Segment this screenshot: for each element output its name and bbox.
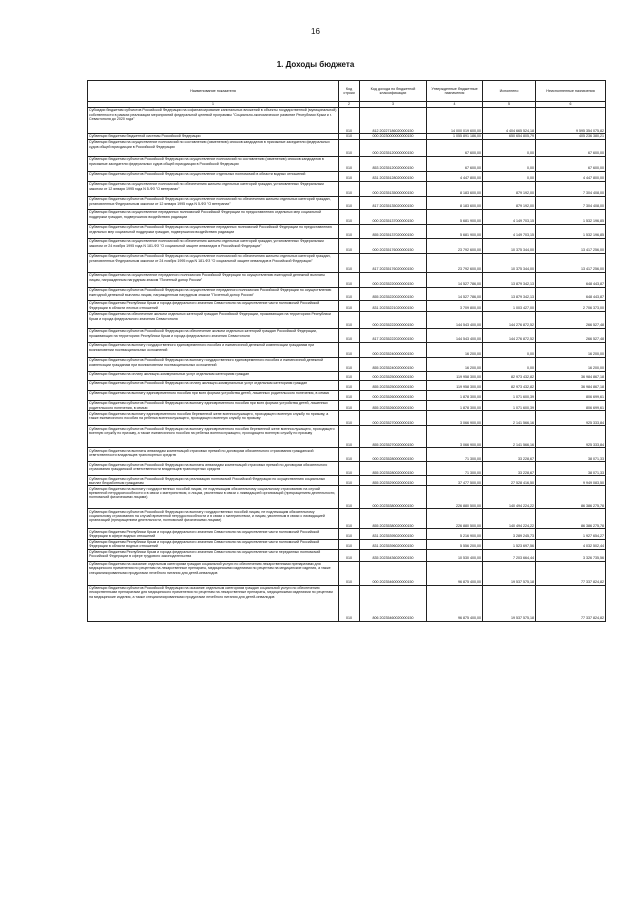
row-code: 010 — [339, 210, 360, 225]
row-name: Субвенции бюджетам субъектов Российской Федерации на осуществление отдельных полномочий в области водных отношений — [88, 172, 339, 182]
row-code: 010 — [339, 172, 360, 182]
table-row — [88, 358, 606, 372]
row-unexecuted: 38 071,33 — [536, 462, 606, 476]
row-name: Субвенции бюджетам на осуществление переданных полномочий Российской Федерации по предоставлению отдельных мер социальной поддержки граждан, подвергшихся воздействию радиации — [88, 210, 339, 225]
row-executed: 1 523 697,56 — [483, 539, 536, 549]
table-row — [88, 372, 606, 381]
row-approved: 67 600,00 — [427, 157, 483, 172]
row-code: 010 — [339, 288, 360, 301]
row-executed: 7 203 664,44 — [483, 549, 536, 561]
row-unexecuted: 925 333,84 — [536, 411, 606, 426]
header-code: Код строки — [339, 81, 360, 102]
row-unexecuted: 266 527,48 — [536, 312, 606, 329]
row-executed: 3 289 245,73 — [483, 529, 536, 539]
table-row — [88, 448, 606, 462]
table-row — [88, 273, 606, 288]
row-approved: 226 880 500,00 — [427, 486, 483, 509]
row-executed: 144 276 872,52 — [483, 312, 536, 329]
table-row — [88, 288, 606, 301]
row-approved: 16 200,00 — [427, 343, 483, 358]
row-kbk: 806 20235460020000150 — [360, 585, 427, 621]
row-code: 010 — [339, 426, 360, 448]
table-row — [88, 197, 606, 210]
row-name: Субвенции бюджетам субъектов Российской Федерации на осуществление полномочий по составлению (изменению) списков кандидатов в присяжные заседатели федеральных судов общей юрисдикции в Российской Федерации — [88, 157, 339, 172]
row-unexecuted: 36 984 867,18 — [536, 381, 606, 391]
row-kbk: 817 20235176020000150 — [360, 254, 427, 273]
row-kbk: 831 20235396020000150 — [360, 539, 427, 549]
row-executed: 650 654 805,79 — [483, 134, 536, 140]
header-executed: Исполнено — [483, 81, 536, 102]
column-number-row — [88, 101, 606, 108]
row-code: 010 — [339, 140, 360, 157]
row-kbk: 000 20235380000000150 — [360, 486, 427, 509]
row-unexecuted: 7 304 408,00 — [536, 182, 606, 197]
row-kbk: 831 20235221020000150 — [360, 301, 427, 312]
row-code: 010 — [339, 448, 360, 462]
row-approved: 67 600,00 — [427, 140, 483, 157]
row-unexecuted: 77 337 824,82 — [536, 585, 606, 621]
row-unexecuted: 4 447 800,00 — [536, 172, 606, 182]
column-number: 5 — [483, 101, 536, 108]
row-approved: 96 875 400,00 — [427, 585, 483, 621]
row-unexecuted: 806 699,61 — [536, 391, 606, 401]
row-kbk: 855 20235280020000150 — [360, 462, 427, 476]
row-approved: 119 958 300,00 — [427, 372, 483, 381]
row-name: Субвенции бюджетам Республики Крым и города федерального значения Севастополя на осуществление части полномочий Российской Федерации в области лесных отношений — [88, 301, 339, 312]
row-executed: 82 973 432,82 — [483, 381, 536, 391]
row-approved: 71 300,00 — [427, 462, 483, 476]
row-name: Субвенции бюджетам субъектов Российской Федерации на осуществление переданного полномочия Российской Федерации по осуществлению ежегодной денежной выплаты лицам, награжденным нагрудным знаком "Почетный донор России" — [88, 288, 339, 301]
column-number: 4 — [427, 101, 483, 108]
row-executed: 140 494 224,22 — [483, 509, 536, 529]
row-kbk: 855 20235137020000150 — [360, 225, 427, 239]
table-row — [88, 401, 606, 411]
row-executed: 140 494 224,22 — [483, 486, 536, 509]
row-executed: 1 071 600,39 — [483, 391, 536, 401]
row-name: Субвенции бюджетам на выплату единовременного пособия при всех формах устройства детей, лишенных родительского попечения, в семью — [88, 391, 339, 401]
row-unexecuted: 7 304 408,00 — [536, 197, 606, 210]
row-name: Субвенции бюджетам субъектов Российской Федерации на выплату государственного единовременного пособия и ежемесячной денежной компенсации гражданам при возникновении поствакцинальных осложнений — [88, 358, 339, 372]
row-unexecuted: 67 600,00 — [536, 157, 606, 172]
row-unexecuted: 67 600,00 — [536, 140, 606, 157]
row-kbk: 855 20235260020000150 — [360, 401, 427, 411]
row-unexecuted: 648 443,87 — [536, 273, 606, 288]
header-kbk: Код дохода по бюджетной классификации — [360, 81, 427, 102]
row-kbk: 812 20227186020000150 — [360, 108, 427, 134]
row-executed: 13 879 342,13 — [483, 288, 536, 301]
row-unexecuted: 405 236 380,21 — [536, 134, 606, 140]
row-unexecuted: 38 071,33 — [536, 448, 606, 462]
row-name: Субвенции бюджетам Республики Крым и города федерального значения Севастополя на осуществление части переданных полномочий Российской Федерации в сфере трудового законодательства — [88, 549, 339, 561]
row-kbk: 000 20235222000000150 — [360, 312, 427, 329]
row-unexecuted: 266 527,48 — [536, 329, 606, 343]
row-approved: 3 066 900,00 — [427, 411, 483, 426]
table-row — [88, 312, 606, 329]
table-row — [88, 329, 606, 343]
row-unexecuted: 36 984 867,18 — [536, 372, 606, 381]
row-code: 010 — [339, 381, 360, 391]
table-row — [88, 539, 606, 549]
row-unexecuted: 806 699,61 — [536, 401, 606, 411]
row-kbk: 000 20235137000000150 — [360, 210, 427, 225]
row-name: Субвенции бюджетам бюджетной системы Российской Федерации — [88, 134, 339, 140]
row-executed: 4 149 703,15 — [483, 210, 536, 225]
row-kbk: 000 20235260000000150 — [360, 391, 427, 401]
row-code: 010 — [339, 273, 360, 288]
table-row — [88, 343, 606, 358]
row-kbk: 000 20235120000000150 — [360, 140, 427, 157]
row-unexecuted: 1 532 196,85 — [536, 210, 606, 225]
row-executed: 0,00 — [483, 358, 536, 372]
table-row — [88, 509, 606, 529]
row-executed: 19 537 575,18 — [483, 585, 536, 621]
table-row — [88, 426, 606, 448]
row-name: Субвенции бюджетам на обеспечение жильем отдельных категорий граждан Российской Федерации, проживающих на территориях Республики Крым и города федерального значения Севастополя — [88, 312, 339, 329]
row-name: Субвенции бюджетам на выплату государственного единовременного пособия и ежемесячной денежной компенсации гражданам при возникновении поствакцинальных осложнений — [88, 343, 339, 358]
row-code: 010 — [339, 539, 360, 549]
table-body — [88, 108, 606, 622]
row-kbk: 000 20235460000000150 — [360, 561, 427, 585]
table-row — [88, 549, 606, 561]
row-name: Субвенции бюджетам субъектов Российской Федерации на оказание отдельным категориям граждан социальной услуги по обеспечению лекарственными препаратами для медицинского применения по рецептам на лекарственные препараты, медицинскими изделиями по рецептам на медицинские изделия, а также специализированными продуктами лечебного питания для детей-инвалидов — [88, 585, 339, 621]
row-executed: 879 192,00 — [483, 197, 536, 210]
row-kbk: 855 20235270020000150 — [360, 426, 427, 448]
row-name: Субвенции бюджетам субъектов Российской Федерации на выплату единовременного пособия беременной жене военнослужащего, проходящего военную службу по призыву, а также ежемесячного пособия на ребенка военнослужащего, проходящего военную службу по призыву — [88, 426, 339, 448]
row-executed: 82 973 432,82 — [483, 372, 536, 381]
table-row — [88, 476, 606, 486]
row-kbk: 855 20235250020000150 — [360, 381, 427, 391]
table-row — [88, 381, 606, 391]
column-number: 6 — [536, 101, 606, 108]
row-kbk: 000 20235220000000150 — [360, 273, 427, 288]
row-kbk: 000 20235240000000150 — [360, 343, 427, 358]
row-kbk: 855 20235220020000150 — [360, 288, 427, 301]
table-row — [88, 411, 606, 426]
row-approved: 5 556 200,00 — [427, 539, 483, 549]
row-unexecuted: 925 333,84 — [536, 426, 606, 448]
row-approved: 37 477 500,00 — [427, 476, 483, 486]
header-unexecuted: Неисполненные назначения — [536, 81, 606, 102]
row-name: Субвенции бюджетам субъектов Российской Федерации на выплату государственных пособий лицам, не подлежащим обязательному социальному страхованию на случай временной нетрудоспособности и в связи с материнством, и лицам, уволенным в связи с ликвидацией организаций (прекращением деятельности, полномочий физическими лицами) — [88, 509, 339, 529]
row-approved: 4 447 800,00 — [427, 172, 483, 182]
row-kbk: 835 20235436020000150 — [360, 549, 427, 561]
row-unexecuted: 3 326 735,56 — [536, 549, 606, 561]
row-code: 010 — [339, 157, 360, 172]
row-executed: 13 879 342,13 — [483, 273, 536, 288]
row-unexecuted: 1 927 654,27 — [536, 529, 606, 539]
table-row — [88, 182, 606, 197]
table-row — [88, 529, 606, 539]
row-unexecuted: 13 417 256,00 — [536, 239, 606, 254]
page-title: 1. Доходы бюджета — [276, 60, 355, 69]
table-row — [88, 210, 606, 225]
row-name: Субвенции бюджетам на оплату жилищно-коммунальных услуг отдельным категориям граждан — [88, 372, 339, 381]
row-approved: 16 200,00 — [427, 358, 483, 372]
row-kbk: 855 20235240020000150 — [360, 358, 427, 372]
row-unexecuted: 16 200,00 — [536, 358, 606, 372]
row-code: 010 — [339, 312, 360, 329]
row-name: Субвенции бюджетам субъектов Российской Федерации на выплаты инвалидам компенсаций страховых премий по договорам обязательного страхования гражданской ответственности владельцев транспортных средств — [88, 462, 339, 476]
row-kbk: 000 20235270000000150 — [360, 411, 427, 426]
row-approved: 144 543 400,00 — [427, 312, 483, 329]
row-approved: 1 878 300,00 — [427, 391, 483, 401]
row-code: 010 — [339, 561, 360, 585]
row-name: Субвенции бюджетам субъектов Российской Федерации на осуществление полномочий по обеспечению жильем отдельных категорий граждан, установленных Федеральным законом от 24 ноября 1995 года N 181-ФЗ "О социальной защите инвалидов в Российской Федерации" — [88, 254, 339, 273]
row-name: Субвенции бюджетам на выплату государственных пособий лицам, не подлежащим обязательному социальному страхованию на случай временной нетрудоспособности и в связи с материнством, и лицам, уволенным в связи с ликвидацией организаций (прекращением деятельности, полномочий физическими лицами) — [88, 486, 339, 509]
row-executed: 879 192,00 — [483, 182, 536, 197]
row-executed: 0,00 — [483, 157, 536, 172]
page-number: 16 — [311, 27, 320, 36]
row-kbk: 817 20235222020000150 — [360, 329, 427, 343]
row-approved: 23 792 600,00 — [427, 239, 483, 254]
row-code: 010 — [339, 182, 360, 197]
row-name: Субвенции бюджетам на выплату единовременного пособия беременной жене военнослужащего, проходящего военную службу по призыву, а также ежемесячного пособия на ребенка военнослужащего, проходящего военную службу по призыву — [88, 411, 339, 426]
row-code: 010 — [339, 301, 360, 312]
row-code: 010 — [339, 358, 360, 372]
row-approved: 14 527 786,00 — [427, 273, 483, 288]
table-row — [88, 134, 606, 140]
header-approved: Утвержденные бюджетные назначения — [427, 81, 483, 102]
row-approved: 10 530 400,00 — [427, 549, 483, 561]
row-code: 010 — [339, 411, 360, 426]
row-executed: 0,00 — [483, 172, 536, 182]
table-row — [88, 225, 606, 239]
row-executed: 4 149 703,15 — [483, 225, 536, 239]
row-kbk: 000 20235176000000150 — [360, 239, 427, 254]
column-number: 1 — [88, 101, 339, 108]
row-approved: 226 880 500,00 — [427, 509, 483, 529]
row-name: Субвенции бюджетам субъектов Российской Федерации на осуществление полномочий по обеспечению жильем отдельных категорий граждан, установленных Федеральным законом от 12 января 1995 года N 5-ФЗ "О ветеранах" — [88, 197, 339, 210]
column-number: 3 — [360, 101, 427, 108]
header-name: Наименование показателя — [88, 81, 339, 102]
row-approved: 71 300,00 — [427, 448, 483, 462]
row-name: Субсидии бюджетам субъектов Российской Федерации на софинансирование капитальных вложений в объекты государственной (муниципальной) собственности в рамках реализации мероприятий федеральной целевой программы "Социально-экономическое развитие Республики Крым и г. Севастополя до 2020 года" — [88, 108, 339, 134]
row-approved: 8 183 600,00 — [427, 197, 483, 210]
row-code: 010 — [339, 372, 360, 381]
row-executed: 2 141 566,16 — [483, 411, 536, 426]
row-unexecuted: 16 200,00 — [536, 343, 606, 358]
row-approved: 23 792 600,00 — [427, 254, 483, 273]
row-approved: 1 055 891 186,00 — [427, 134, 483, 140]
table-row — [88, 172, 606, 182]
row-kbk: 000 20235250000000150 — [360, 372, 427, 381]
budget-revenue-table — [87, 80, 606, 622]
row-executed: 4 404 665 524,18 — [483, 108, 536, 134]
table-header-row — [88, 81, 606, 102]
row-code: 010 — [339, 197, 360, 210]
row-code: 010 — [339, 108, 360, 134]
row-code: 010 — [339, 585, 360, 621]
table-row — [88, 239, 606, 254]
row-code: 010 — [339, 462, 360, 476]
row-kbk: 855 20235380020000150 — [360, 509, 427, 529]
row-unexecuted: 4 032 502,44 — [536, 539, 606, 549]
row-code: 010 — [339, 239, 360, 254]
row-name: Субвенции бюджетам на осуществление полномочий по обеспечению жильем отдельных категорий граждан, установленных Федеральным законом от 24 ноября 1995 года N 181-ФЗ "О социальной защите инвалидов в Российской Федерации" — [88, 239, 339, 254]
row-unexecuted: 648 443,87 — [536, 288, 606, 301]
row-unexecuted: 77 337 824,82 — [536, 561, 606, 585]
row-unexecuted: 9 949 083,50 — [536, 476, 606, 486]
row-kbk: 831 20235395020000150 — [360, 529, 427, 539]
row-name: Субвенции бюджетам Республики Крым и города федерального значения Севастополя на осуществление части полномочий Российской Федерации в области водных отношений — [88, 539, 339, 549]
row-code: 010 — [339, 476, 360, 486]
row-code: 010 — [339, 329, 360, 343]
row-kbk: 853 20235120020000150 — [360, 157, 427, 172]
row-code: 010 — [339, 529, 360, 539]
row-unexecuted: 1 532 196,85 — [536, 225, 606, 239]
row-name: Субвенции бюджетам субъектов Российской Федерации на выплату единовременного пособия при всех формах устройства детей, лишенных родительского попечения, в семью — [88, 401, 339, 411]
row-approved: 3 709 800,00 — [427, 301, 483, 312]
table-row — [88, 585, 606, 621]
row-kbk: 000 20235135000000150 — [360, 182, 427, 197]
row-approved: 8 183 600,00 — [427, 182, 483, 197]
row-approved: 14 527 786,00 — [427, 288, 483, 301]
row-kbk: 000 20230000000000150 — [360, 134, 427, 140]
row-unexecuted: 9 595 354 075,82 — [536, 108, 606, 134]
row-name: Субвенции бюджетам субъектов Российской Федерации на оплату жилищно-коммунальных услуг отдельным категориям граждан — [88, 381, 339, 391]
row-name: Субвенции бюджетам на осуществление полномочий по обеспечению жильем отдельных категорий граждан, установленных Федеральным законом от 12 января 1995 года N 5-ФЗ "О ветеранах" — [88, 182, 339, 197]
row-name: Субвенции бюджетам субъектов Российской Федерации на осуществление переданных полномочий Российской Федерации по предоставлению отдельных мер социальной поддержки граждан, подвергшихся воздействию радиации — [88, 225, 339, 239]
row-name: Субвенции бюджетам на осуществление переданного полномочия Российской Федерации по осуществлению ежегодной денежной выплаты лицам, награжденным нагрудным знаком "Почетный донор России" — [88, 273, 339, 288]
table-row — [88, 486, 606, 509]
row-approved: 5 681 900,00 — [427, 210, 483, 225]
row-approved: 14 000 019 600,00 — [427, 108, 483, 134]
row-approved: 144 543 400,00 — [427, 329, 483, 343]
row-code: 010 — [339, 225, 360, 239]
row-approved: 3 066 900,00 — [427, 426, 483, 448]
row-executed: 10 375 344,00 — [483, 239, 536, 254]
row-unexecuted: 86 386 275,78 — [536, 486, 606, 509]
row-name: Субвенции бюджетам на осуществление полномочий по составлению (изменению) списков кандидатов в присяжные заседатели федеральных судов общей юрисдикции в Российской Федерации — [88, 140, 339, 157]
row-kbk: 855 20235290020000150 — [360, 476, 427, 486]
column-number: 2 — [339, 101, 360, 108]
row-code: 010 — [339, 549, 360, 561]
table-row — [88, 254, 606, 273]
row-code: 010 — [339, 254, 360, 273]
row-executed: 2 141 566,16 — [483, 426, 536, 448]
row-executed: 1 003 427,00 — [483, 301, 536, 312]
row-kbk: 831 20235128020000150 — [360, 172, 427, 182]
row-code: 010 — [339, 509, 360, 529]
row-unexecuted: 13 417 256,00 — [536, 254, 606, 273]
row-executed: 144 276 872,52 — [483, 329, 536, 343]
row-unexecuted: 86 386 275,78 — [536, 509, 606, 529]
table-row — [88, 157, 606, 172]
row-name: Субвенции бюджетам Республики Крым и города федерального значения Севастополя на осуществление части полномочий Российской Федерации в сфере водных отношений — [88, 529, 339, 539]
row-code: 010 — [339, 391, 360, 401]
row-name: Субвенции бюджетам на выплаты инвалидам компенсаций страховых премий по договорам обязательного страхования гражданской ответственности владельцев транспортных средств — [88, 448, 339, 462]
row-executed: 0,00 — [483, 343, 536, 358]
row-approved: 5 216 900,00 — [427, 529, 483, 539]
row-code: 010 — [339, 134, 360, 140]
row-name: Субвенции бюджетам субъектов Российской Федерации на реализацию полномочий Российской Федерации по осуществлению социальных выплат безработным гражданам — [88, 476, 339, 486]
row-approved: 5 681 900,00 — [427, 225, 483, 239]
row-kbk: 817 20235135020000150 — [360, 197, 427, 210]
table-row — [88, 561, 606, 585]
row-executed: 33 228,67 — [483, 462, 536, 476]
row-approved: 1 878 300,00 — [427, 401, 483, 411]
row-kbk: 000 20235280000000150 — [360, 448, 427, 462]
table-row — [88, 108, 606, 134]
table-row — [88, 301, 606, 312]
row-approved: 119 958 300,00 — [427, 381, 483, 391]
row-executed: 19 537 575,18 — [483, 561, 536, 585]
row-code: 010 — [339, 486, 360, 509]
row-name: Субвенции бюджетам субъектов Российской Федерации на обеспечение жильем отдельных категорий граждан Российской Федерации, проживающих на территориях Республики Крым и города федерального значения Севастополя — [88, 329, 339, 343]
row-executed: 27 528 416,50 — [483, 476, 536, 486]
row-code: 010 — [339, 343, 360, 358]
row-name: Субвенции бюджетам на оказание отдельным категориям граждан социальной услуги по обеспечению лекарственными препаратами для медицинского применения по рецептам на лекарственные препараты, медицинскими изделиями по рецептам на медицинские изделия, а также специализированными продуктами лечебного питания для детей-инвалидов — [88, 561, 339, 585]
row-executed: 10 375 344,00 — [483, 254, 536, 273]
row-unexecuted: 2 706 373,00 — [536, 301, 606, 312]
table-row — [88, 391, 606, 401]
row-executed: 0,00 — [483, 140, 536, 157]
row-code: 010 — [339, 401, 360, 411]
table-row — [88, 462, 606, 476]
row-executed: 33 228,67 — [483, 448, 536, 462]
row-approved: 96 875 400,00 — [427, 561, 483, 585]
table-row — [88, 140, 606, 157]
row-executed: 1 071 600,39 — [483, 401, 536, 411]
